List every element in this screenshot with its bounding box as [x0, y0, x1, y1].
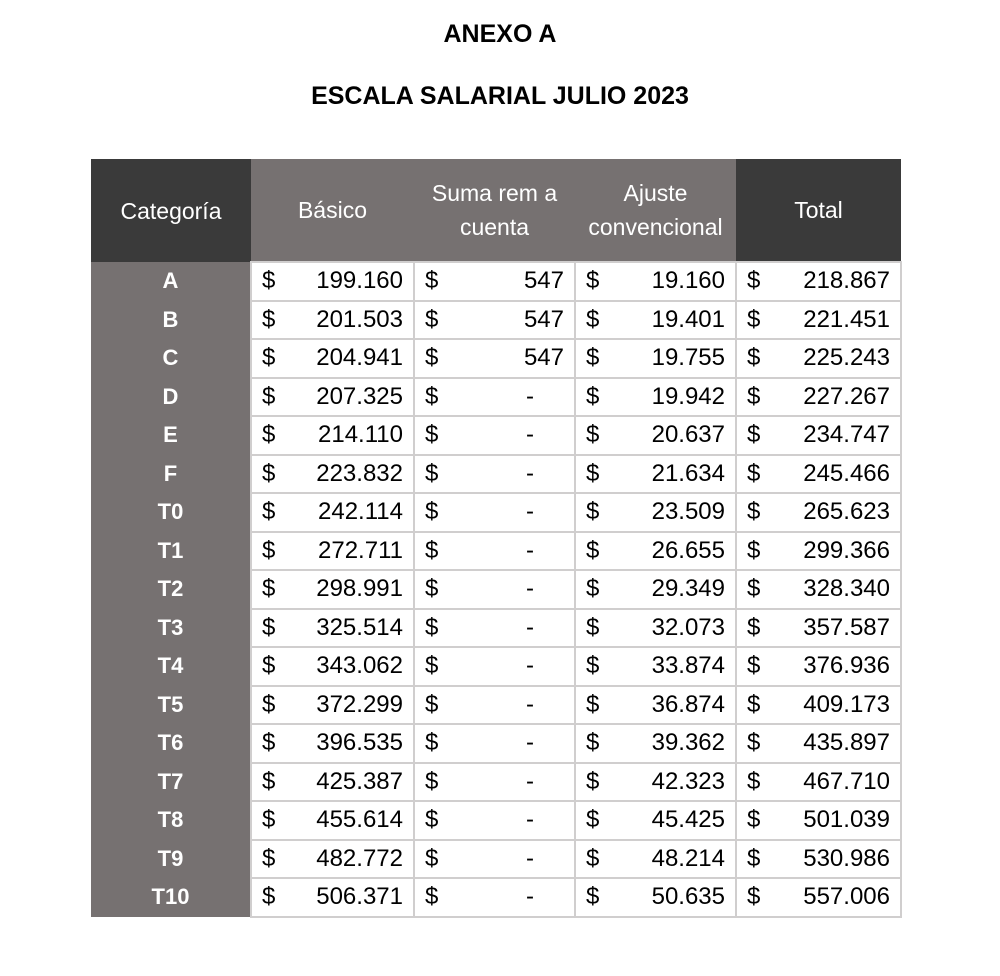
ajuste-amount: 19.755 — [651, 344, 725, 372]
table-row — [91, 301, 901, 340]
category-cell: T3 — [91, 609, 251, 648]
header-suma-rem — [414, 159, 575, 262]
basico-amount: 482.772 — [316, 844, 403, 872]
category-cell: T0 — [91, 493, 251, 532]
currency-symbol: $ — [586, 883, 600, 911]
header-suma-line2: cuenta — [459, 214, 530, 240]
ajuste-cell — [575, 609, 736, 648]
basico-amount: 242.114 — [318, 498, 403, 526]
currency-symbol: $ — [586, 421, 600, 449]
currency-symbol: $ — [262, 382, 276, 410]
ajuste-amount: 26.655 — [651, 536, 725, 564]
currency-symbol: $ — [262, 421, 276, 449]
ajuste-cell — [575, 262, 736, 301]
currency-symbol: $ — [747, 459, 761, 487]
table-row — [91, 416, 901, 455]
currency-symbol: $ — [586, 613, 600, 641]
currency-symbol: $ — [586, 767, 600, 795]
suma-cell — [414, 763, 575, 802]
category-cell: T6 — [91, 724, 251, 763]
ajuste-amount: 23.509 — [651, 498, 725, 526]
currency-symbol: $ — [586, 267, 600, 295]
suma-amount: 547 — [523, 267, 564, 295]
ajuste-cell — [575, 763, 736, 802]
ajuste-amount: 39.362 — [651, 729, 725, 757]
basico-amount: 372.299 — [316, 690, 403, 718]
currency-symbol: $ — [425, 652, 439, 680]
currency-symbol: $ — [586, 382, 600, 410]
basico-amount: 199.160 — [316, 267, 403, 295]
total-amount: 357.587 — [803, 613, 890, 641]
currency-symbol: $ — [425, 459, 439, 487]
suma-cell — [414, 647, 575, 686]
currency-symbol: $ — [747, 767, 761, 795]
total-amount: 328.340 — [803, 575, 890, 603]
document-subtitle: ESCALA SALARIAL JULIO 2023 — [311, 82, 689, 110]
suma-amount: - — [526, 806, 534, 834]
header-total: Total — [736, 159, 901, 262]
ajuste-cell — [575, 801, 736, 840]
basico-cell — [251, 686, 414, 725]
category-cell: T2 — [91, 570, 251, 609]
table-row — [91, 763, 901, 802]
currency-symbol: $ — [262, 844, 276, 872]
currency-symbol: $ — [586, 575, 600, 603]
ajuste-cell — [575, 416, 736, 455]
ajuste-cell — [575, 532, 736, 571]
currency-symbol: $ — [747, 421, 761, 449]
currency-symbol: $ — [747, 305, 761, 333]
category-cell: E — [91, 416, 251, 455]
suma-amount: 547 — [523, 344, 564, 372]
currency-symbol: $ — [262, 459, 276, 487]
total-cell — [736, 801, 901, 840]
suma-cell — [414, 301, 575, 340]
category-cell: F — [91, 455, 251, 494]
currency-symbol: $ — [262, 883, 276, 911]
currency-symbol: $ — [747, 844, 761, 872]
suma-amount: - — [526, 883, 534, 911]
ajuste-amount: 20.637 — [651, 421, 725, 449]
header-basico: Básico — [251, 159, 414, 262]
total-amount: 245.466 — [803, 459, 890, 487]
basico-cell — [251, 647, 414, 686]
suma-cell — [414, 609, 575, 648]
currency-symbol: $ — [425, 729, 439, 757]
suma-amount: - — [526, 498, 534, 526]
table-row — [91, 609, 901, 648]
basico-cell — [251, 801, 414, 840]
ajuste-cell — [575, 378, 736, 417]
basico-amount: 223.832 — [316, 459, 403, 487]
basico-cell — [251, 493, 414, 532]
currency-symbol: $ — [262, 575, 276, 603]
ajuste-amount: 32.073 — [651, 613, 725, 641]
total-cell — [736, 416, 901, 455]
ajuste-amount: 21.634 — [651, 459, 725, 487]
category-cell: T9 — [91, 840, 251, 879]
suma-amount: - — [526, 382, 534, 410]
suma-cell — [414, 455, 575, 494]
currency-symbol: $ — [425, 844, 439, 872]
total-cell — [736, 301, 901, 340]
currency-symbol: $ — [747, 729, 761, 757]
suma-amount: - — [526, 729, 534, 757]
total-cell — [736, 724, 901, 763]
ajuste-amount: 48.214 — [651, 844, 725, 872]
ajuste-amount: 29.349 — [651, 575, 725, 603]
suma-cell — [414, 532, 575, 571]
basico-amount: 214.110 — [318, 421, 403, 449]
ajuste-amount: 36.874 — [651, 690, 725, 718]
basico-cell — [251, 416, 414, 455]
total-cell — [736, 493, 901, 532]
currency-symbol: $ — [262, 767, 276, 795]
currency-symbol: $ — [586, 305, 600, 333]
suma-cell — [414, 378, 575, 417]
currency-symbol: $ — [747, 690, 761, 718]
suma-cell — [414, 801, 575, 840]
currency-symbol: $ — [747, 536, 761, 564]
basico-cell — [251, 609, 414, 648]
total-cell — [736, 378, 901, 417]
basico-cell — [251, 301, 414, 340]
currency-symbol: $ — [586, 459, 600, 487]
basico-amount: 325.514 — [316, 613, 403, 641]
category-cell: T4 — [91, 647, 251, 686]
total-cell — [736, 840, 901, 879]
ajuste-amount: 19.401 — [651, 305, 725, 333]
total-cell — [736, 763, 901, 802]
basico-amount: 201.503 — [316, 305, 403, 333]
total-amount: 234.747 — [803, 421, 890, 449]
table-header-row — [91, 159, 901, 262]
ajuste-cell — [575, 455, 736, 494]
table-row — [91, 455, 901, 494]
total-amount: 299.366 — [803, 536, 890, 564]
total-amount: 409.173 — [803, 690, 890, 718]
suma-amount: - — [526, 767, 534, 795]
salary-scale-table — [91, 159, 902, 918]
total-amount: 530.986 — [803, 844, 890, 872]
basico-cell — [251, 262, 414, 301]
category-cell: T7 — [91, 763, 251, 802]
basico-cell — [251, 763, 414, 802]
total-cell — [736, 647, 901, 686]
currency-symbol: $ — [425, 382, 439, 410]
total-cell — [736, 686, 901, 725]
currency-symbol: $ — [262, 613, 276, 641]
table-row — [91, 878, 901, 917]
table-row — [91, 686, 901, 725]
basico-amount: 343.062 — [316, 652, 403, 680]
basico-amount: 506.371 — [316, 883, 403, 911]
currency-symbol: $ — [425, 613, 439, 641]
table-row — [91, 339, 901, 378]
total-cell — [736, 339, 901, 378]
category-cell: C — [91, 339, 251, 378]
table-row — [91, 840, 901, 879]
suma-amount: - — [526, 844, 534, 872]
suma-amount: - — [526, 459, 534, 487]
ajuste-amount: 19.160 — [651, 267, 725, 295]
suma-cell — [414, 878, 575, 917]
table-row — [91, 532, 901, 571]
currency-symbol: $ — [262, 267, 276, 295]
total-amount: 376.936 — [803, 652, 890, 680]
currency-symbol: $ — [586, 844, 600, 872]
ajuste-cell — [575, 301, 736, 340]
currency-symbol: $ — [425, 690, 439, 718]
currency-symbol: $ — [425, 344, 439, 372]
ajuste-amount: 19.942 — [651, 382, 725, 410]
total-amount: 225.243 — [803, 344, 890, 372]
basico-cell — [251, 378, 414, 417]
currency-symbol: $ — [586, 806, 600, 834]
ajuste-cell — [575, 493, 736, 532]
total-amount: 265.623 — [803, 498, 890, 526]
header-ajuste-line2: convencional — [588, 214, 723, 240]
currency-symbol: $ — [747, 652, 761, 680]
table-row — [91, 570, 901, 609]
suma-cell — [414, 339, 575, 378]
total-cell — [736, 878, 901, 917]
category-cell: A — [91, 262, 251, 301]
basico-amount: 455.614 — [316, 806, 403, 834]
basico-cell — [251, 840, 414, 879]
header-ajuste-line1: Ajuste — [623, 180, 688, 206]
ajuste-amount: 50.635 — [651, 883, 725, 911]
total-amount: 501.039 — [803, 806, 890, 834]
currency-symbol: $ — [586, 498, 600, 526]
category-cell: T10 — [91, 878, 251, 917]
currency-symbol: $ — [586, 536, 600, 564]
suma-cell — [414, 686, 575, 725]
ajuste-cell — [575, 686, 736, 725]
currency-symbol: $ — [425, 575, 439, 603]
basico-cell — [251, 455, 414, 494]
suma-amount: - — [526, 575, 534, 603]
currency-symbol: $ — [425, 267, 439, 295]
header-suma-line1: Suma rem a — [431, 180, 558, 206]
total-cell — [736, 570, 901, 609]
suma-amount: 547 — [523, 305, 564, 333]
currency-symbol: $ — [262, 536, 276, 564]
currency-symbol: $ — [747, 498, 761, 526]
currency-symbol: $ — [262, 498, 276, 526]
currency-symbol: $ — [262, 729, 276, 757]
category-cell: T8 — [91, 801, 251, 840]
basico-cell — [251, 724, 414, 763]
basico-amount: 272.711 — [318, 536, 403, 564]
currency-symbol: $ — [425, 883, 439, 911]
total-amount: 221.451 — [803, 305, 890, 333]
currency-symbol: $ — [747, 344, 761, 372]
total-amount: 227.267 — [803, 382, 890, 410]
total-amount: 218.867 — [803, 267, 890, 295]
suma-amount: - — [526, 652, 534, 680]
basico-amount: 425.387 — [316, 767, 403, 795]
ajuste-cell — [575, 724, 736, 763]
currency-symbol: $ — [586, 344, 600, 372]
ajuste-cell — [575, 647, 736, 686]
document-title: ANEXO A — [443, 20, 557, 48]
total-amount: 467.710 — [803, 767, 890, 795]
table-row — [91, 647, 901, 686]
currency-symbol: $ — [425, 498, 439, 526]
suma-cell — [414, 840, 575, 879]
total-cell — [736, 262, 901, 301]
currency-symbol: $ — [425, 767, 439, 795]
suma-cell — [414, 416, 575, 455]
currency-symbol: $ — [262, 690, 276, 718]
ajuste-cell — [575, 570, 736, 609]
suma-amount: - — [526, 690, 534, 718]
currency-symbol: $ — [747, 883, 761, 911]
currency-symbol: $ — [747, 267, 761, 295]
category-cell: T1 — [91, 532, 251, 571]
currency-symbol: $ — [747, 382, 761, 410]
ajuste-cell — [575, 339, 736, 378]
ajuste-cell — [575, 878, 736, 917]
currency-symbol: $ — [425, 421, 439, 449]
ajuste-amount: 33.874 — [651, 652, 725, 680]
currency-symbol: $ — [425, 536, 439, 564]
currency-symbol: $ — [586, 729, 600, 757]
currency-symbol: $ — [586, 652, 600, 680]
total-cell — [736, 455, 901, 494]
header-categoria: Categoría — [91, 159, 251, 262]
basico-amount: 396.535 — [316, 729, 403, 757]
currency-symbol: $ — [425, 806, 439, 834]
table-row — [91, 801, 901, 840]
category-cell: T5 — [91, 686, 251, 725]
currency-symbol: $ — [262, 344, 276, 372]
table-row — [91, 493, 901, 532]
currency-symbol: $ — [262, 652, 276, 680]
table-body — [91, 262, 901, 917]
suma-cell — [414, 493, 575, 532]
total-cell — [736, 609, 901, 648]
basico-amount: 207.325 — [316, 382, 403, 410]
total-cell — [736, 532, 901, 571]
currency-symbol: $ — [747, 575, 761, 603]
suma-cell — [414, 262, 575, 301]
currency-symbol: $ — [425, 305, 439, 333]
basico-cell — [251, 878, 414, 917]
suma-amount: - — [526, 613, 534, 641]
suma-cell — [414, 570, 575, 609]
currency-symbol: $ — [586, 690, 600, 718]
basico-cell — [251, 532, 414, 571]
table-row — [91, 262, 901, 301]
basico-cell — [251, 339, 414, 378]
currency-symbol: $ — [262, 806, 276, 834]
header-ajuste — [575, 159, 736, 262]
suma-amount: - — [526, 536, 534, 564]
basico-amount: 204.941 — [316, 344, 403, 372]
suma-cell — [414, 724, 575, 763]
basico-amount: 298.991 — [316, 575, 403, 603]
category-cell: D — [91, 378, 251, 417]
ajuste-cell — [575, 840, 736, 879]
ajuste-amount: 42.323 — [651, 767, 725, 795]
currency-symbol: $ — [747, 806, 761, 834]
table-row — [91, 724, 901, 763]
total-amount: 435.897 — [803, 729, 890, 757]
ajuste-amount: 45.425 — [651, 806, 725, 834]
basico-cell — [251, 570, 414, 609]
table-row — [91, 378, 901, 417]
currency-symbol: $ — [262, 305, 276, 333]
suma-amount: - — [526, 421, 534, 449]
category-cell: B — [91, 301, 251, 340]
total-amount: 557.006 — [803, 883, 890, 911]
currency-symbol: $ — [747, 613, 761, 641]
